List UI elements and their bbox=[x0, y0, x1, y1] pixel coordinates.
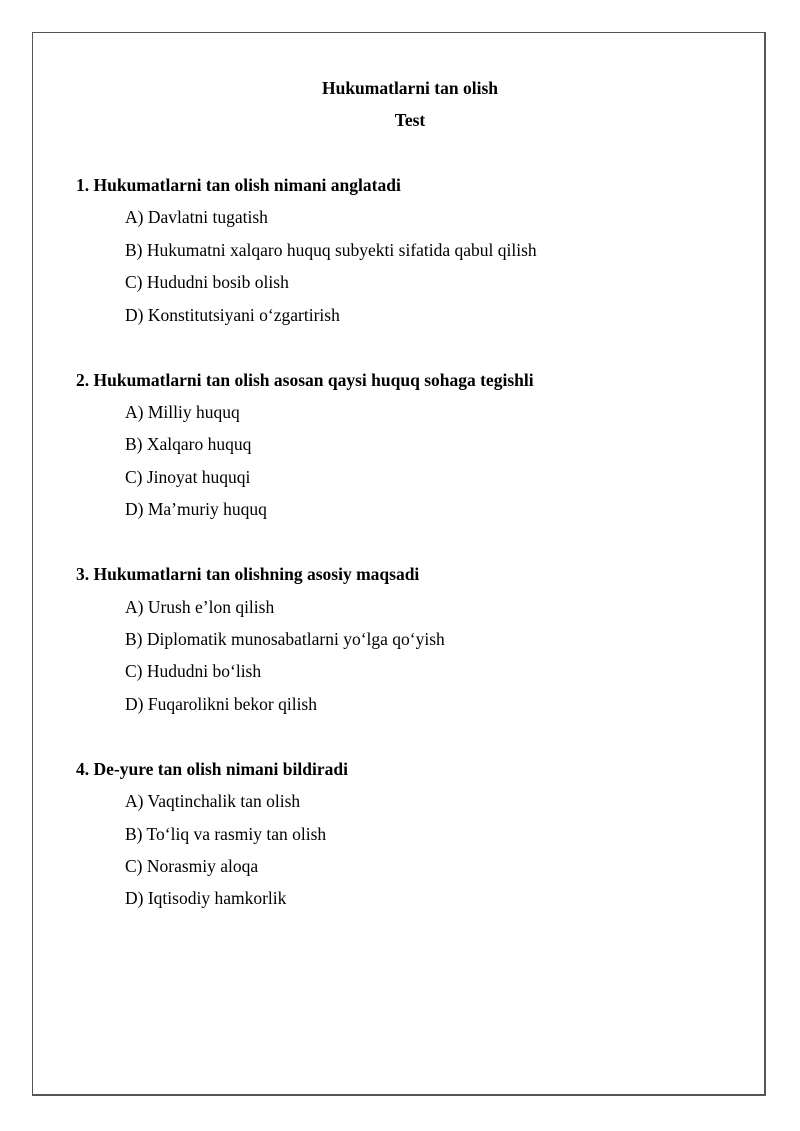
question-2-option-b: B) Xalqaro huquq bbox=[125, 434, 252, 454]
question-3-option-d: D) Fuqarolikni bekor qilish bbox=[125, 694, 317, 714]
question-2-option-a: A) Milliy huquq bbox=[125, 402, 240, 422]
question-1-option-a: A) Davlatni tugatish bbox=[125, 207, 268, 227]
question-3: 3. Hukumatlarni tan olishning asosiy maqsadi bbox=[76, 564, 420, 584]
question-4-option-d: D) Iqtisodiy hamkorlik bbox=[125, 888, 287, 908]
question-3-option-a: A) Urush e’lon qilish bbox=[125, 597, 275, 617]
question-1: 1. Hukumatlarni tan olish nimani anglatadi bbox=[76, 175, 401, 195]
question-3-option-c: C) Hududni bo‘lish bbox=[125, 661, 262, 681]
question-2-option-c: C) Jinoyat huquqi bbox=[125, 467, 251, 487]
question-2: 2. Hukumatlarni tan olish asosan qaysi huquq sohaga tegishli bbox=[76, 370, 534, 390]
question-4-option-c: C) Norasmiy aloqa bbox=[125, 856, 259, 876]
question-4-option-b: B) To‘liq va rasmiy tan olish bbox=[125, 824, 327, 844]
question-1-option-b: B) Hukumatni xalqaro huquq subyekti sifatida qabul qilish bbox=[125, 240, 537, 260]
document-subtitle: Test bbox=[394, 110, 426, 130]
question-1-option-d: D) Konstitutsiyani o‘zgartirish bbox=[125, 305, 340, 325]
question-2-option-d: D) Ma’muriy huquq bbox=[125, 499, 267, 519]
question-4-option-a: A) Vaqtinchalik tan olish bbox=[125, 791, 301, 811]
document-title: Hukumatlarni tan olish bbox=[321, 78, 499, 98]
question-4: 4. De-yure tan olish nimani bildiradi bbox=[76, 759, 348, 779]
question-1-option-c: C) Hududni bosib olish bbox=[125, 272, 289, 292]
question-3-option-b: B) Diplomatik munosabatlarni yo‘lga qo‘yish bbox=[125, 629, 445, 649]
